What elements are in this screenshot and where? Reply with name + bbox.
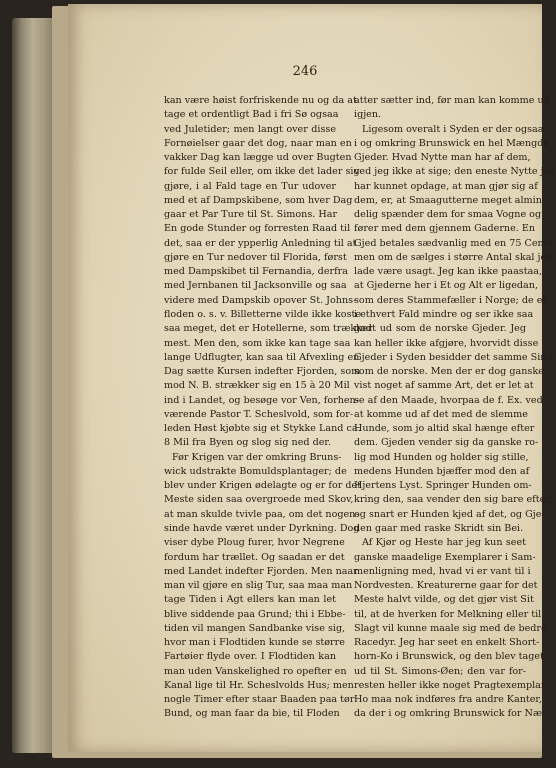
right-text-column [354,94,556,722]
text-line: Hunde, som jo altid skal hænge efter [354,423,535,435]
text-line: man uden Vanskelighed ro opefter en [164,665,347,677]
text-line: mest. Men den, som ikke kan tage saa [164,337,351,349]
text-line: ind i Landet, og besøge vor Ven, forhen- [164,394,359,406]
text-line: kan være høist forfriskende nu og da at [164,95,357,106]
text-line: tage et ordentligt Bad i fri Sø ogsaa [164,109,339,121]
book-page [68,4,556,752]
text-line: kan heller ikke afgjøre, hvorvidt disse [354,337,539,349]
text-line: lange Udflugter, kan saa til Afvexling en [164,351,360,363]
text-line: leden Høst kjøbte sig et Stykke Land ca. [164,423,361,435]
text-line: men om de sælges i større Antal skal jeg [354,251,553,263]
text-line: wick udstrakte Bomuldsplantager; de [164,465,347,477]
text-line: Meste halvt vilde, og det gjør vist Sit [354,594,534,606]
text-line: lade være usagt. Jeg kan ikke paastaa, [354,266,543,278]
text-line: Racedyr. Jeg har seet en enkelt Short- [354,637,540,649]
text-line: Ligesom overalt i Syden er der ogsaa [362,123,544,135]
text-line: horn-Ko i Brunswick, og den blev taget [354,651,544,663]
text-line: nogle Timer efter staar Baaden paa tør [164,694,355,706]
text-line: blive siddende paa Grund; thi i Ebbe- [164,608,346,620]
text-line: som deres Stammefæller i Norge; de er [354,294,548,306]
text-line: sinde havde været under Dyrkning. Dog [164,522,360,534]
text-line: medens Hunden bjæffer mod den af [354,465,530,477]
text-line: resten heller ikke noget Pragtexemplar. [354,679,548,691]
text-line: kring den, saa vender den sig bare efter, [354,494,552,506]
text-line: fører med dem gjennem Gaderne. En [354,223,536,235]
text-line: godt ud som de norske Gjeder. Jeg [354,323,526,335]
text-line: ved Juletider; men langt over disse [164,123,336,135]
text-line: Ho maa nok indføres fra andre Kanter, [354,694,542,706]
text-line: lig mod Hunden og holder sig stille, [354,451,529,463]
text-line: Fornøielser gaar det dog, naar man en [164,137,352,149]
text-line: hvor man i Flodtiden kunde se større [164,637,345,649]
text-line: med et af Dampskibene, som hver Dag [164,194,353,206]
text-line: med Landet indefter Fjorden. Men naar [164,565,358,577]
page-number: 246 [292,64,318,79]
text-line: 8 Mil fra Byen og slog sig ned der. [164,437,331,449]
text-line: gjøre, i al Fald tage en Tur udover [164,180,336,192]
text-line: vist noget af samme Art, det er let at [354,380,534,392]
text-line: værende Pastor T. Scheslvold, som for- [164,408,354,420]
text-line: Hjertens Lyst. Springer Hunden om- [354,480,532,492]
text-line: vakker Dag kan lægge ud over Bugten [164,152,352,164]
text-line: menligning med, hvad vi er vant til i [354,565,531,577]
text-line: mod N. B. strækker sig en 15 à 20 Mil [164,380,350,392]
text-line: saa meget, det er Hotellerne, som trækker [164,323,373,335]
text-line: og snart er Hunden kjed af det, og Gje- [354,508,545,520]
text-line: dem, er, at Smaagutterne meget almin- [354,194,546,206]
text-line: tage Tiden i Agt ellers kan man let [164,594,336,606]
text-line: videre med Dampskib opover St. Johns- [164,294,357,306]
text-line: at Gjederne her i Et og Alt er ligedan, [354,280,538,292]
text-line: Dag sætte Kursen indefter Fjorden, som [164,366,361,378]
text-line: se af den Maade, hvorpaa de f. Ex. ved [354,394,543,406]
text-line: ud til St. Simons-Øen; den var for- [354,665,526,677]
text-line: som de norske. Men der er dog ganske [354,366,544,378]
text-line: Slagt vil kunne maale sig med de bedre [354,622,547,634]
text-line: at man skulde tvivle paa, om det nogen- [164,508,359,520]
text-line: Nordvesten. Kreaturerne gaar for det [354,580,538,592]
text-line: Bund, og man faar da bie, til Floden [164,708,340,720]
text-line: Af Kjør og Heste har jeg kun seet [362,537,526,549]
text-line: ved jeg ikke at sige; den eneste Nytte jeg [354,166,556,178]
text-line: En gode Stunder og forresten Raad til [164,223,351,235]
text-line: Kanal lige til Hr. Scheslvolds Hus; men [164,679,354,691]
text-line: Gjeder i Syden besidder det samme Sind [354,351,553,363]
text-line: i og omkring Brunswick en hel Mængde [354,137,550,149]
text-line: floden o. s. v. Billetterne vilde ikke koste [164,308,362,320]
text-line: har kunnet opdage, at man gjør sig af [354,180,538,192]
text-line: man vil gjøre en slig Tur, saa maa man [164,580,353,592]
text-line: Gjeder. Hvad Nytte man har af dem, [354,152,531,164]
text-line: at komme ud af det med de slemme [354,408,528,420]
text-line: igjen. [354,109,382,121]
text-line: i ethvert Fald mindre og ser ikke saa [354,308,534,320]
text-line: Før Krigen var der omkring Bruns- [172,451,342,463]
text-line: Fartøier flyde over. I Flodtiden kan [164,651,336,663]
text-line: den gaar med raske Skridt sin Bei. [354,522,524,534]
text-line: gaar et Par Ture til St. Simons. Har [164,209,338,221]
text-line: viser dybe Ploug furer, hvor Negrene [164,537,345,549]
text-line: med Dampskibet til Fernandia, derfra [164,266,348,278]
text-line: med Jernbanen til Jacksonville og saa [164,280,347,292]
text-line: da der i og omkring Brunswick for Nær- [354,708,550,720]
text-line: fordum har trællet. Og saadan er det [164,551,345,563]
text-line: for fulde Seil eller, om ikke det lader sig [164,166,360,178]
text-line: tiden vil mangen Sandbanke vise sig, [164,622,346,634]
text-line: til, at de hverken for Melkning eller til [354,608,542,620]
text-line: dem. Gjeden vender sig da ganske ro- [354,437,539,449]
text-line: atter sætter ind, før man kan komme ud [354,95,550,106]
text-line: delig spænder dem for smaa Vogne og [354,209,542,221]
text-line: Gjed betales sædvanlig med en 75 Cents; [354,237,556,249]
text-line: blev under Krigen ødelagte og er for det [164,480,362,492]
text-line: Meste siden saa overgroede med Skov, [164,494,354,506]
text-line: gjøre en Tur nedover til Florida, først [164,251,347,263]
text-line: ganske maadelige Exemplarer i Sam- [354,551,536,563]
text-line: det, saa er der ypperlig Anledning til at [164,237,357,249]
